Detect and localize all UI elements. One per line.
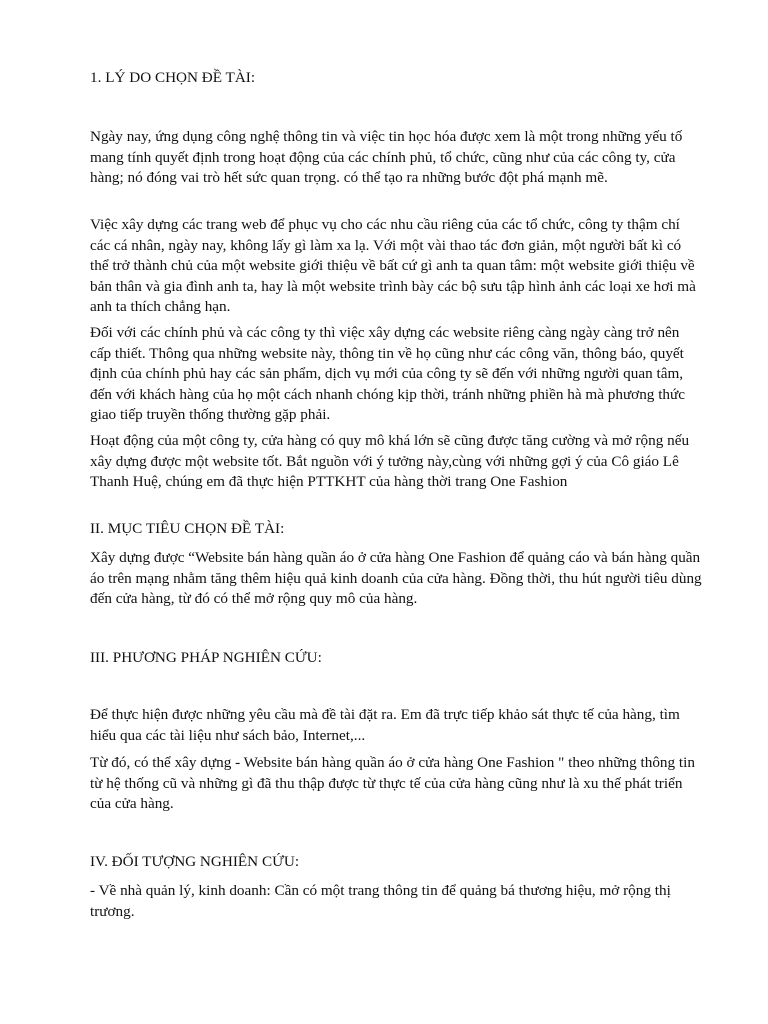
section-3-paragraph-2: Từ đó, có thể xây dựng - Website bán hàng quần áo ở cửa hàng One Fashion " theo những thông tin từ hệ thống cũ và những gì đã thu thập được từ thực tế của cửa hàng cũng như là xu thế phát triển của cửa hàng.: [90, 754, 695, 813]
section-1-paragraph-4: Hoạt động của một công ty, cửa hàng có quy mô khá lớn sẽ cũng được tăng cường và mở rộng nếu xây dựng được một website tốt. Bắt nguồn với ý tưởng này,cùng với những gợi ý của Cô giáo Lê Thanh Huệ, chúng em đã thực hiện PTTKHT của hàng thời trang One Fashion: [90, 432, 690, 491]
section-2-heading: II. MỤC TIÊU CHỌN ĐỀ TÀI:: [90, 520, 285, 537]
section-1-heading: 1. LÝ DO CHỌN ĐỀ TÀI:: [90, 69, 256, 86]
section-1-paragraph-1: Ngày nay, ứng dụng công nghệ thông tin và việc tin học hóa được xem là một trong những yếu tố mang tính quyết định trong hoạt động của các chính phủ, tổ chức, cũng như của các công ty, cửa hàng; nó đóng vai trò hết sức quan trọng. có thể tạo ra những bước đột phá mạnh mẽ.: [90, 128, 683, 187]
section-4-heading: IV. ĐỐI TƯỢNG NGHIÊN CỨU:: [90, 853, 300, 870]
section-3-heading: III. PHƯƠNG PHÁP NGHIÊN CỨU:: [90, 649, 322, 666]
section-3-paragraph-1: Để thực hiện được những yêu cầu mà đề tài đặt ra. Em đã trực tiếp khảo sát thực tế của hàng, tìm hiểu qua các tài liệu như sách bảo, Internet,...: [90, 706, 680, 744]
section-4-paragraph-1: - Về nhà quản lý, kinh doanh: Cần có một trang thông tin để quảng bá thương hiệu, mở rộng thị trương.: [90, 882, 671, 920]
section-1-paragraph-3: Đối với các chính phủ và các công ty thì việc xây dựng các website riêng càng ngày càng trở nên cấp thiết. Thông qua những website này, thông tin về họ cũng như các công văn, thông báo, quyết định của chính phủ hay các sản phẩm, dịch vụ mới của công ty sẽ đến với những người quan tâm, đến với khách hàng của họ một cách nhanh chóng kịp thời, tránh những phiền hà mà phương thức giao tiếp truyền thống thường gặp phải.: [90, 324, 685, 424]
section-2-paragraph-1: Xây dựng được “Website bán hàng quần áo ở cửa hàng One Fashion để quảng cáo và bán hàng quần áo trên mạng nhằm tăng thêm hiệu quả kinh doanh của cửa hàng. Đồng thời, thu hút người tiêu dùng đến cửa hàng, từ đó có thể mở rộng quy mô của hàng.: [90, 549, 702, 608]
section-1-paragraph-2: Việc xây dựng các trang web để phục vụ cho các nhu cầu riêng của các tổ chức, công ty thậm chí các cá nhân, ngày nay, không lấy gì làm xa lạ. Với một vài thao tác đơn giản, một người bất kì có thể trở thành chủ của một website giới thiệu về bất cứ gì anh ta quan tâm: một website giới thiệu về bản thân và gia đình anh ta, hay là một website trình bày các bộ sưu tập hình ảnh các loại xe hơi mà anh ta thích chẳng hạn.: [90, 216, 696, 316]
